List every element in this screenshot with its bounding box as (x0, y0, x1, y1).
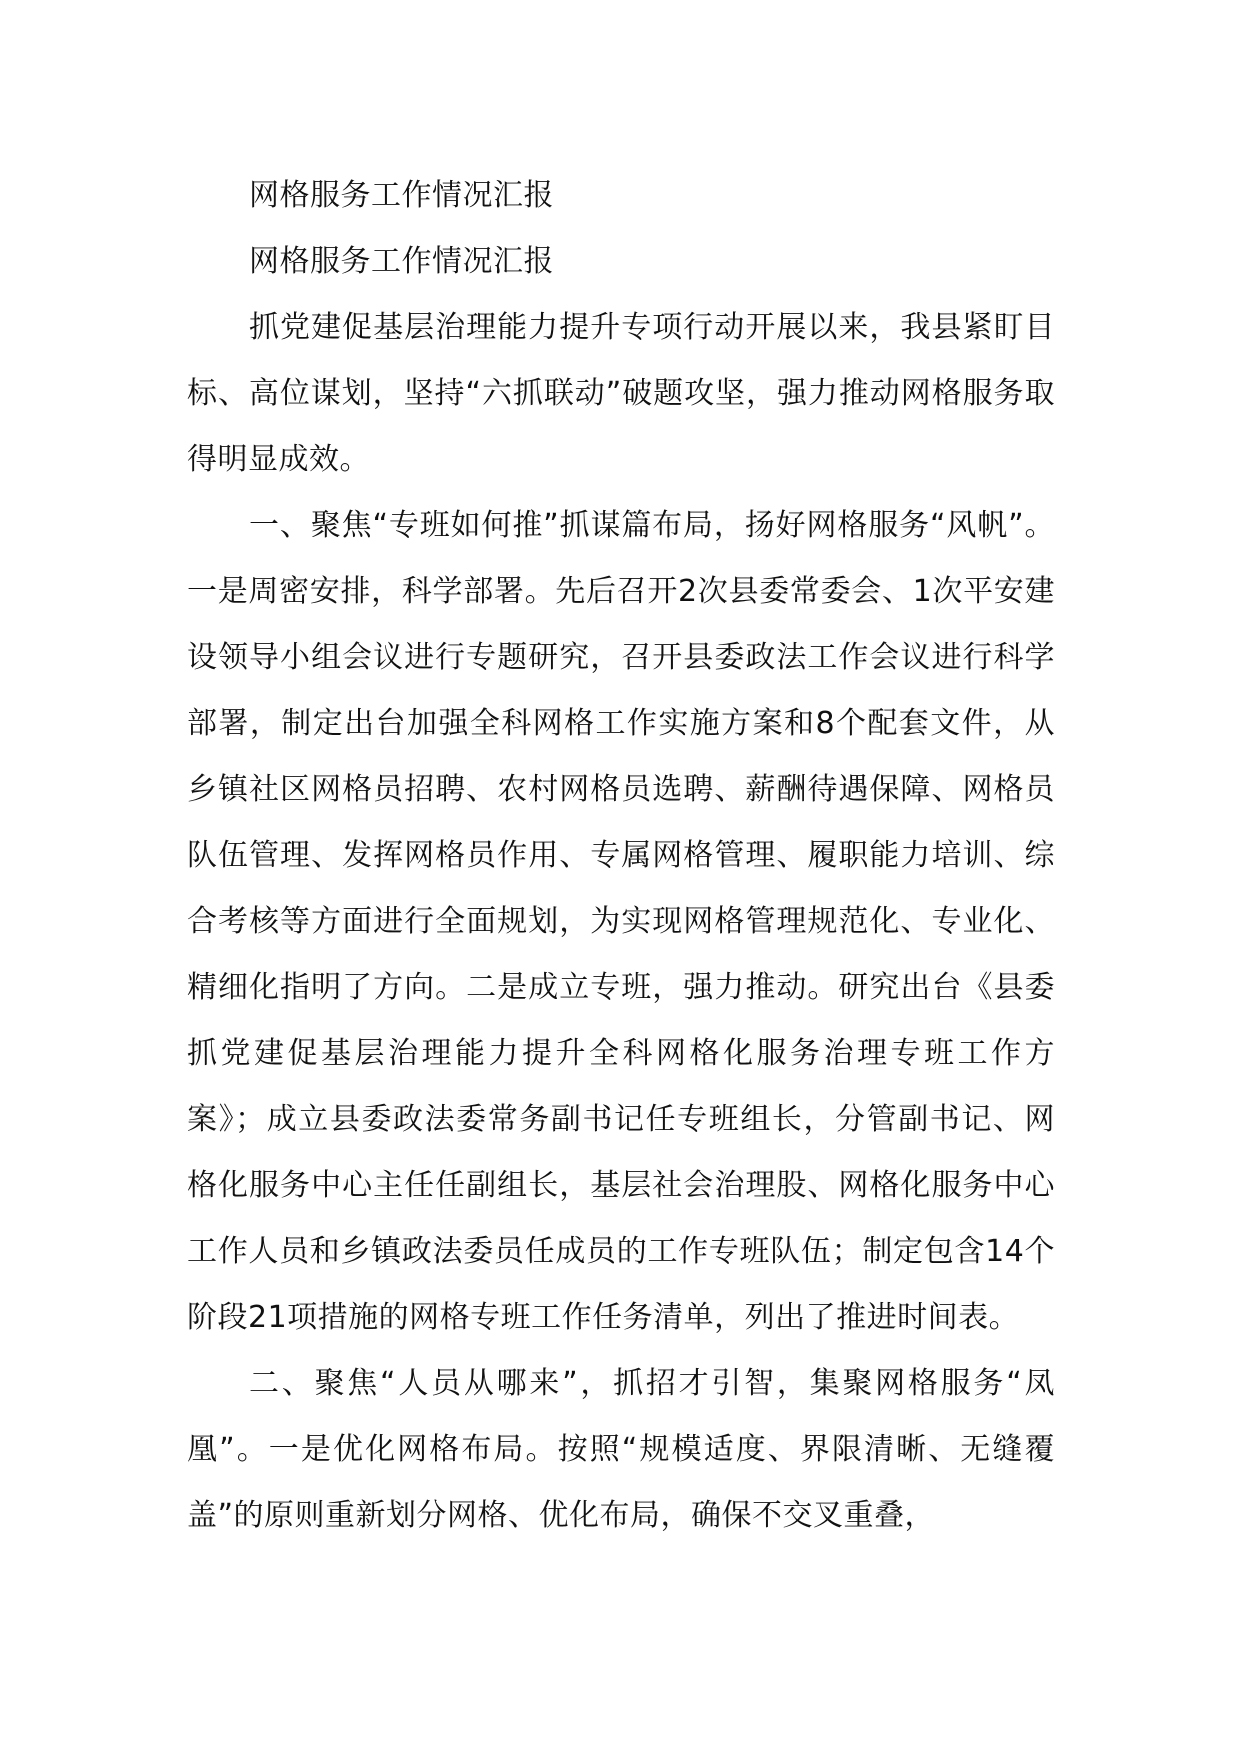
paragraph-section-2: 二、聚焦“人员从哪来”，抓招才引智，集聚网格服务“凤凰”。一是优化网格布局。按照“规模适度、界限清晰、无缝覆盖”的原则重新划分网格、优化布局，确保不交叉重叠， (187, 1366, 1055, 1533)
document-page (187, 163, 1055, 1549)
document-subtitle: 网格服务工作情况汇报 (249, 244, 554, 279)
document-title: 网格服务工作情况汇报 (249, 178, 554, 213)
paragraph-section-1: 一、聚焦“专班如何推”抓谋篇布局，扬好网格服务“风帆”。一是周密安排，科学部署。先后召开2次县委常委会、1次平安建设领导小组会议进行专题研究，召开县委政法工作会议进行科学部署，制定出台加强全科网格工作实施方案和8个配套文件，从乡镇社区网格员招聘、农村网格员选聘、薪酬待遇保障、网格员队伍管理、发挥网格员作用、专属网格管理、履职能力培训、综合考核等方面进行全面规划，为实现网格管理规范化、专业化、精细化指明了方向。二是成立专班，强力推动。研究出台《县委抓党建促基层治理能力提升全科网格化服务治理专班工作方案》；成立县委政法委常务副书记任专班组长，分管副书记、网格化服务中心主任任副组长，基层社会治理股、网格化服务中心工作人员和乡镇政法委员任成员的工作专班队伍；制定包含14个阶段21项措施的网格专班工作任务清单，列出了推进时间表。 (187, 508, 1055, 1335)
paragraph-intro: 抓党建促基层治理能力提升专项行动开展以来，我县紧盯目标、高位谋划，坚持“六抓联动”破题攻坚，强力推动网格服务取得明显成效。 (187, 310, 1055, 477)
